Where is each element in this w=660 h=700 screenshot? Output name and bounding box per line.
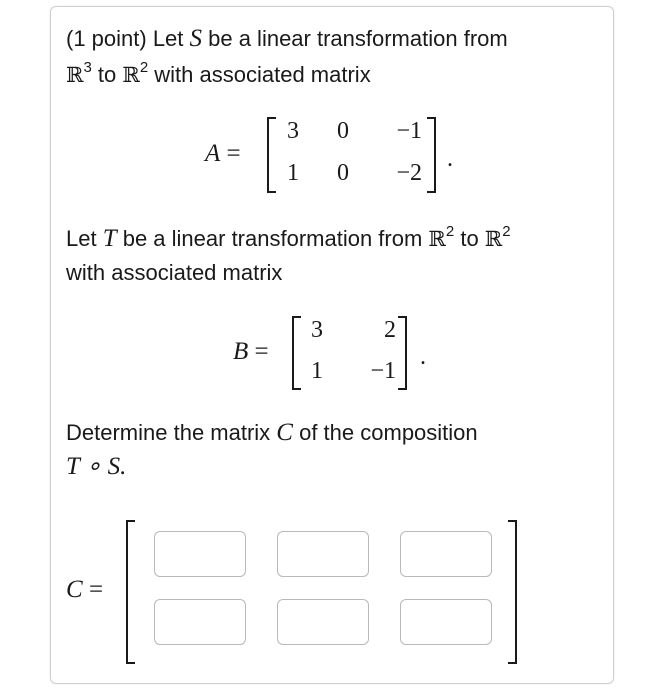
answer-input-c22[interactable] (277, 599, 369, 645)
matrix-a-cell: 3 (287, 118, 299, 144)
var-c: C (276, 419, 293, 446)
matrix-a-period: . (447, 146, 453, 172)
matrix-c-left-bracket (126, 520, 135, 664)
matrix-b-cell: 2 (384, 317, 396, 343)
matrix-c-right-bracket (508, 520, 517, 664)
matrix-a-cell: −1 (396, 118, 422, 144)
matrix-a-cell: 0 (337, 118, 349, 144)
t-matrix-line: with associated matrix (66, 260, 283, 285)
t-line: Let T be a linear transformation from ℝ$^2$ to ℝ$^2$ (66, 222, 511, 252)
var-s: S (189, 25, 203, 52)
matrix-b-cell: 3 (311, 317, 323, 343)
matrix-b-left-bracket (292, 316, 301, 390)
matrix-b-cell: −1 (370, 358, 396, 384)
matrix-a-label: A = (205, 140, 241, 167)
var-t: T (102, 225, 117, 252)
answer-input-c13[interactable] (400, 531, 492, 577)
intro-line: (1 point) Let S be a linear transformation from (66, 25, 508, 52)
matrix-c-label: C = (66, 576, 104, 603)
answer-input-c23[interactable] (400, 599, 492, 645)
answer-input-c12[interactable] (277, 531, 369, 577)
matrix-b-cell: 1 (311, 358, 323, 384)
matrix-a-right-bracket (427, 117, 436, 193)
domain-line: ℝ$^3$ to ℝ$^2$ with associated matrix (66, 58, 371, 87)
matrix-a-cell: 0 (337, 160, 349, 186)
matrix-a-left-bracket (267, 117, 276, 193)
matrix-b-period: . (420, 344, 426, 370)
matrix-b-right-bracket (398, 316, 407, 390)
matrix-b-label: B = (233, 338, 269, 365)
composition-line: T ∘ S. (66, 453, 127, 480)
matrix-a-cell: −2 (396, 160, 422, 186)
answer-input-c11[interactable] (154, 531, 246, 577)
matrix-a-cell: 1 (287, 160, 299, 186)
answer-input-c21[interactable] (154, 599, 246, 645)
determine-line: Determine the matrix C of the composition (66, 419, 478, 446)
